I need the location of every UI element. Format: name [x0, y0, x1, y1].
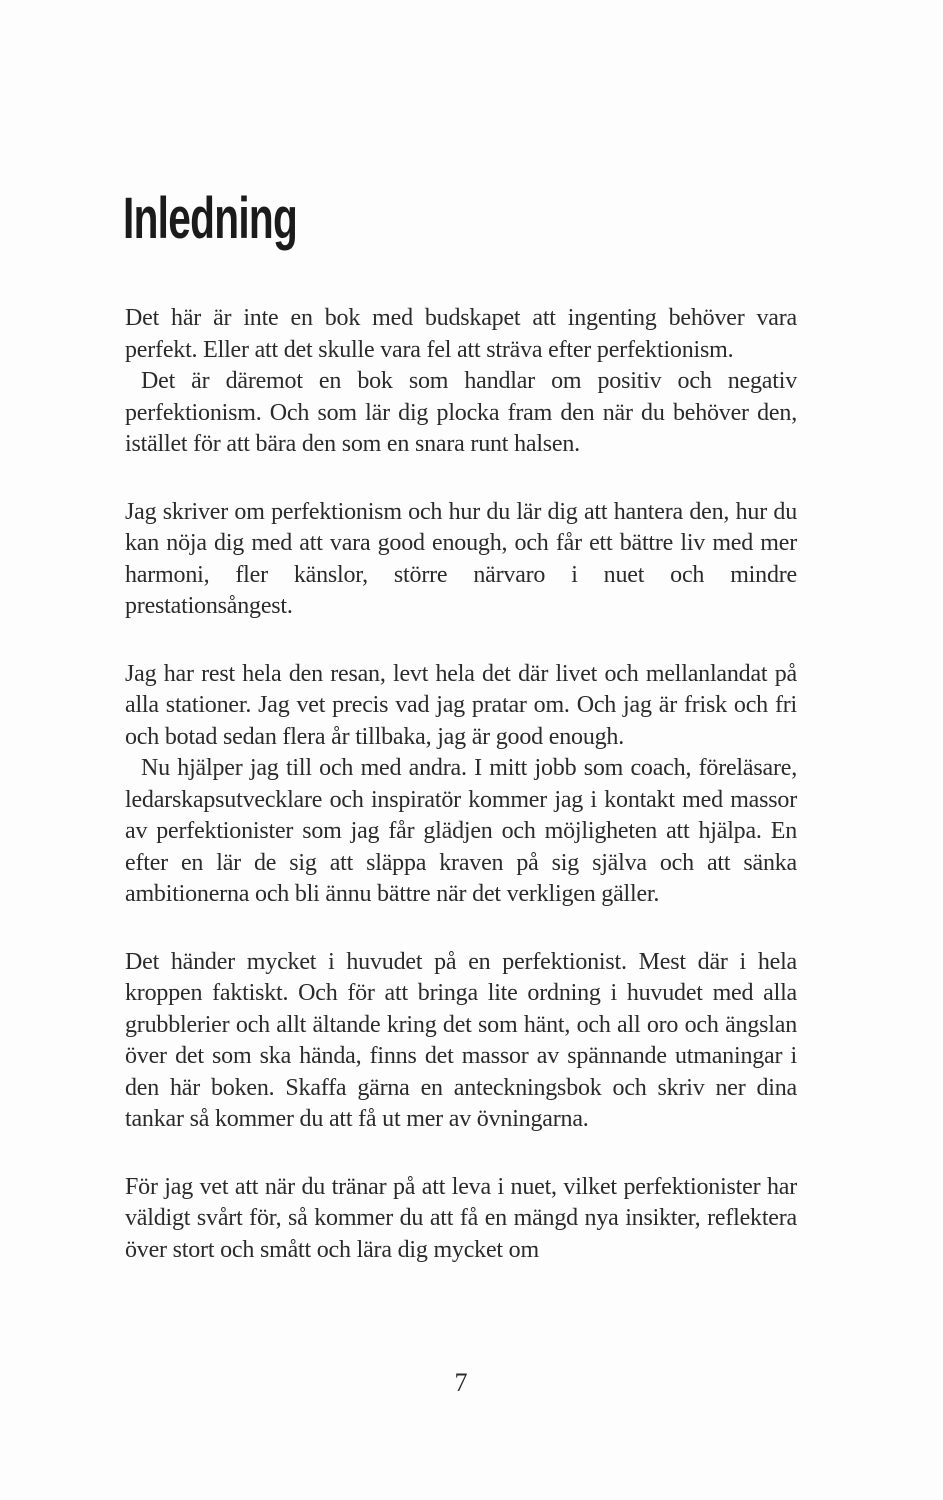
paragraph: Nu hjälper jag till och med andra. I mitt jobb som coach, föreläsare, ledarskapsutvecklare och inspiratör kommer jag i kontakt med massor av perfektionister som jag får glädjen och möjligheten att hjälpa. En efter en lär de sig att släppa kraven på sig själva och att sänka ambitionerna och bli ännu bättre när det verkligen gäller.: [125, 755, 797, 907]
body-text: [125, 303, 797, 1266]
text-column: [123, 186, 797, 1266]
text-block: [125, 659, 797, 911]
paragraph: Det här är inte en bok med budskapet att ingenting behöver vara perfekt. Eller att det skulle vara fel att sträva efter perfektionism.: [125, 305, 797, 363]
paragraph: Jag skriver om perfektionism och hur du lär dig att hantera den, hur du kan nöja dig med att vara good enough, och får ett bättre liv med mer harmoni, fler känslor, större närvaro i nuet och mindre prestationsångest.: [125, 498, 797, 619]
text-block: [125, 947, 797, 1136]
text-block: [125, 1172, 797, 1267]
paragraph: Det händer mycket i huvudet på en perfektionist. Mest där i hela kroppen faktiskt. Och för att bringa lite ordning i huvudet med alla grubblerier och allt ältande kring det som hänt, och all oro och ängslan över det som ska hända, finns det massor av spännande utmaningar i den här boken. Skaffa gärna en anteckningsbok och skriv ner dina tankar så kommer du att få ut mer av övningarna.: [125, 948, 797, 1132]
text-block: [125, 497, 797, 623]
chapter-title: Inledning: [123, 186, 298, 251]
paragraph: Det är däremot en bok som handlar om positiv och negativ perfektionism. Och som lär dig plocka fram den när du behöver den, istället för att bära den som en snara runt halsen.: [125, 368, 797, 457]
page-number: 7: [454, 1368, 468, 1397]
paragraph: För jag vet att när du tränar på att leva i nuet, vilket perfektionister har väldigt svårt för, så kommer du att få en mängd nya insikter, reflektera över stort och smått och lära dig mycket om: [125, 1173, 797, 1263]
text-block: [125, 303, 797, 461]
paragraph: Jag har rest hela den resan, levt hela det där livet och mellanlandat på alla stationer. Jag vet precis vad jag pratar om. Och jag är frisk och fri och botad sedan flera år tillbaka, jag är good enough.: [125, 660, 797, 750]
